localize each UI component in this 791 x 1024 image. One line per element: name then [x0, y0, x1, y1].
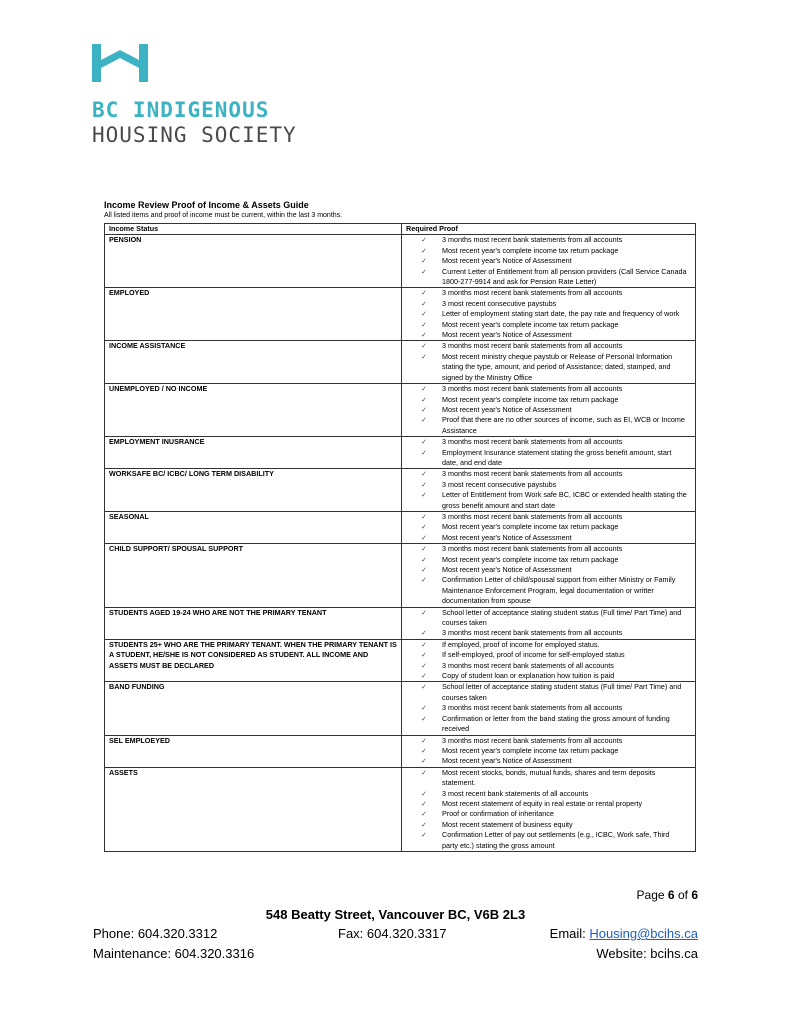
checkmark-icon: ✓: [420, 235, 428, 245]
proof-item: [406, 608, 691, 629]
income-status-cell: STUDENTS 25+ WHO ARE THE PRIMARY TENANT. WHEN THE PRIMARY TENANT IS A STUDENT, HE/SHE IS NOT CONSIDERED AS STUDENT. ALL INCOME AND ASSETS MUST BE DECLARED: [105, 639, 402, 682]
table-row: [105, 235, 696, 288]
footer-email: [550, 926, 698, 941]
page-current: 6: [667, 888, 675, 902]
proof-text: Copy of student loan or explanation how tuition is paid: [442, 671, 615, 681]
required-proof-cell: [402, 767, 696, 851]
proof-text: Most recent year's Notice of Assessment: [442, 532, 572, 542]
required-proof-cell: [402, 235, 696, 288]
proof-text: Most recent year's Notice of Assessment: [442, 256, 572, 266]
checkmark-icon: ✓: [420, 565, 428, 574]
guide-subtitle: All listed items and proof of income must be current, within the last 3 months.: [104, 212, 343, 219]
email-link[interactable]: Housing@bcihs.ca: [589, 926, 698, 941]
required-proof-cell: [402, 735, 696, 767]
proof-item: [406, 330, 691, 340]
proof-text: School letter of acceptance stating student status (Full time/ Part Time) and courses taken: [442, 607, 682, 628]
table-row: [105, 384, 696, 437]
proof-text: 3 months most recent bank statements from all accounts: [442, 511, 623, 521]
proof-text: 3 most recent bank statements of all accounts: [442, 788, 589, 798]
table-row: [105, 682, 696, 735]
proof-item: [406, 768, 691, 789]
checkmark-icon: ✓: [420, 479, 428, 489]
checkmark-icon: ✓: [420, 394, 428, 404]
proof-item: [406, 671, 691, 681]
proof-text: If self-employed, proof of income for self-employed status: [442, 650, 625, 660]
proof-text: Most recent year's Notice of Assessment: [442, 565, 572, 574]
checkmark-icon: ✓: [420, 745, 428, 755]
proof-text: 3 months most recent bank statements from all accounts: [442, 735, 623, 745]
proof-item: [406, 490, 691, 511]
checkmark-icon: ✓: [420, 554, 428, 564]
proof-text: Most recent ministry cheque paystub or Release of Personal Information stating the type, amount, and period of Assistance; dated, stamped, and signed by the Ministry Office: [442, 351, 673, 382]
proof-text: Most recent year's complete income tax return package: [442, 745, 619, 755]
footer-maintenance: Maintenance: 604.320.3316: [93, 946, 255, 961]
income-status-cell: BAND FUNDING: [105, 682, 402, 735]
checkmark-icon: ✓: [420, 756, 428, 766]
required-proof-cell: [402, 437, 696, 469]
proof-item: [406, 789, 691, 799]
proof-text: Most recent year's complete income tax return package: [442, 522, 619, 532]
proof-text: Proof or confirmation of inheritance: [442, 809, 554, 819]
email-label: Email:: [549, 926, 586, 941]
proof-text: Employment Insurance statement stating the gross benefit amount, start date, and end date: [442, 447, 672, 467]
proof-item: [406, 544, 691, 554]
checkmark-icon: ✓: [420, 544, 428, 554]
proof-text: Most recent statement of equity in real estate or rental property: [442, 798, 643, 808]
checkmark-icon: ✓: [420, 437, 428, 447]
proof-text: Confirmation or letter from the band stating the gross amount of funding received: [442, 713, 670, 734]
proof-item: [406, 533, 691, 543]
org-name-line1: BC INDIGENOUS: [92, 98, 270, 122]
proof-item: [406, 256, 691, 266]
income-status-cell: INCOME ASSISTANCE: [105, 341, 402, 384]
checkmark-icon: ✓: [420, 330, 428, 340]
required-proof-cell: [402, 639, 696, 682]
proof-item: [406, 682, 691, 703]
checkmark-icon: ✓: [420, 266, 428, 276]
required-proof-cell: [402, 607, 696, 639]
checkmark-icon: ✓: [420, 809, 428, 819]
proof-item: [406, 415, 691, 436]
proof-text: Most recent year's complete income tax return package: [442, 245, 619, 255]
income-status-cell: ASSETS: [105, 767, 402, 851]
required-proof-cell: [402, 544, 696, 607]
checkmark-icon: ✓: [420, 639, 428, 649]
table-row: [105, 341, 696, 384]
required-proof-cell: [402, 682, 696, 735]
proof-table: [104, 223, 696, 852]
required-proof-cell: [402, 384, 696, 437]
checkmark-icon: ✓: [420, 309, 428, 319]
proof-item: [406, 820, 691, 830]
proof-text: Letter of Entitlement from Work safe BC, ICBC or extended health stating the gross benefit amount and start date: [442, 490, 687, 510]
checkmark-icon: ✓: [420, 713, 428, 723]
checkmark-icon: ✓: [420, 830, 428, 840]
checkmark-icon: ✓: [420, 351, 428, 361]
proof-text: 3 months most recent bank statements from all accounts: [442, 437, 623, 447]
proof-item: [406, 246, 691, 256]
checkmark-icon: ✓: [420, 607, 428, 617]
checkmark-icon: ✓: [420, 288, 428, 298]
proof-text: Most recent year's Notice of Assessment: [442, 330, 572, 340]
table-row: [105, 544, 696, 607]
proof-item: [406, 522, 691, 532]
checkmark-icon: ✓: [420, 819, 428, 829]
proof-text: 3 months most recent bank statements from all accounts: [442, 703, 623, 713]
proof-item: [406, 736, 691, 746]
footer-fax: Fax: 604.320.3317: [338, 926, 447, 941]
proof-item: [406, 309, 691, 319]
checkmark-icon: ✓: [420, 650, 428, 660]
page-label: Page: [636, 888, 665, 902]
proof-text: Most recent year's complete income tax return package: [442, 554, 619, 564]
proof-text: Current Letter of Entitlement from all pension providers (Call Service Canada 1800-277-9914 and ask for Pension Rate Letter): [442, 266, 687, 287]
proof-text: Most recent year's complete income tax return package: [442, 394, 619, 404]
proof-text: Proof that there are no other sources of income, such as EI, WCB or Income Assistance: [442, 415, 685, 435]
proof-item: [406, 288, 691, 298]
proof-text: 3 months most recent bank statements from all accounts: [442, 628, 623, 638]
checkmark-icon: ✓: [420, 511, 428, 521]
checkmark-icon: ✓: [420, 735, 428, 745]
proof-text: 3 months most recent bank statements from all accounts: [442, 341, 623, 351]
column-header-status: Income Status: [105, 224, 402, 235]
checkmark-icon: ✓: [420, 384, 428, 394]
proof-item: [406, 267, 691, 288]
org-name-line2: HOUSING SOCIETY: [92, 123, 297, 147]
logo-icon: [92, 44, 148, 82]
proof-text: 3 months most recent bank statements from all accounts: [442, 288, 623, 298]
proof-item: [406, 565, 691, 575]
proof-item: [406, 809, 691, 819]
proof-text: 3 months most recent bank statements of all accounts: [442, 660, 614, 670]
proof-text: 3 months most recent bank statements from all accounts: [442, 544, 623, 554]
proof-text: 3 months most recent bank statements from all accounts: [442, 384, 623, 394]
checkmark-icon: ✓: [420, 575, 428, 585]
proof-item: [406, 799, 691, 809]
income-status-cell: WORKSAFE BC/ ICBC/ LONG TERM DISABILITY: [105, 469, 402, 512]
proof-item: [406, 703, 691, 713]
proof-item: [406, 299, 691, 309]
required-proof-cell: [402, 288, 696, 341]
table-row: [105, 469, 696, 512]
proof-item: [406, 235, 691, 245]
proof-item: [406, 480, 691, 490]
checkmark-icon: ✓: [420, 404, 428, 414]
table-row: [105, 511, 696, 543]
income-status-cell: SEASONAL: [105, 511, 402, 543]
checkmark-icon: ✓: [420, 298, 428, 308]
proof-item: [406, 830, 691, 851]
proof-item: [406, 628, 691, 638]
checkmark-icon: ✓: [420, 522, 428, 532]
proof-item: [406, 448, 691, 469]
table-row: [105, 288, 696, 341]
checkmark-icon: ✓: [420, 660, 428, 670]
guide-title: Income Review Proof of Income & Assets Guide: [104, 200, 309, 210]
checkmark-icon: ✓: [420, 682, 428, 692]
income-status-cell: PENSION: [105, 235, 402, 288]
proof-item: [406, 384, 691, 394]
proof-item: [406, 320, 691, 330]
checkmark-icon: ✓: [420, 319, 428, 329]
checkmark-icon: ✓: [420, 245, 428, 255]
required-proof-cell: [402, 511, 696, 543]
income-status-cell: STUDENTS AGED 19-24 WHO ARE NOT THE PRIMARY TENANT: [105, 607, 402, 639]
table-row: [105, 437, 696, 469]
proof-text: School letter of acceptance stating student status (Full time/ Part Time) and courses taken: [442, 682, 682, 702]
checkmark-icon: ✓: [420, 490, 428, 500]
proof-item: [406, 512, 691, 522]
income-status-cell: EMPLOYED: [105, 288, 402, 341]
proof-item: [406, 405, 691, 415]
checkmark-icon: ✓: [420, 415, 428, 425]
proof-text: 3 months most recent bank statements from all accounts: [442, 235, 623, 245]
checkmark-icon: ✓: [420, 628, 428, 638]
proof-item: [406, 746, 691, 756]
checkmark-icon: ✓: [420, 532, 428, 542]
proof-text: Most recent year's complete income tax return package: [442, 319, 619, 329]
proof-item: [406, 437, 691, 447]
table-header-row: [105, 224, 696, 235]
proof-item: [406, 714, 691, 735]
footer-website: Website: bcihs.ca: [596, 946, 698, 961]
income-status-cell: SEL EMPLOEYED: [105, 735, 402, 767]
checkmark-icon: ✓: [420, 447, 428, 457]
proof-item: [406, 352, 691, 383]
checkmark-icon: ✓: [420, 671, 428, 681]
proof-text: 3 most recent consecutive paystubs: [442, 298, 557, 308]
proof-text: 3 months most recent bank statements from all accounts: [442, 469, 623, 479]
income-status-cell: CHILD SUPPORT/ SPOUSAL SUPPORT: [105, 544, 402, 607]
proof-text: 3 most recent consecutive paystubs: [442, 479, 557, 489]
checkmark-icon: ✓: [420, 788, 428, 798]
page-of: of: [677, 888, 688, 902]
proof-item: [406, 650, 691, 660]
column-header-proof: Required Proof: [402, 224, 696, 235]
proof-text: Letter of employment stating start date, the pay rate and frequency of work: [442, 309, 680, 319]
required-proof-cell: [402, 341, 696, 384]
required-proof-cell: [402, 469, 696, 512]
proof-text: Most recent year's Notice of Assessment: [442, 756, 572, 766]
checkmark-icon: ✓: [420, 256, 428, 266]
table-row: [105, 607, 696, 639]
page-total: 6: [691, 888, 698, 902]
proof-text: Most recent stocks, bonds, mutual funds, shares and term deposits statement.: [442, 767, 656, 788]
income-status-cell: UNEMPLOYED / NO INCOME: [105, 384, 402, 437]
proof-item: [406, 756, 691, 766]
footer-phone: Phone: 604.320.3312: [93, 926, 218, 941]
proof-item: [406, 640, 691, 650]
proof-text: Confirmation Letter of pay out settlements (e.g., ICBC, Work safe, Third party etc.) stating the gross amount: [442, 830, 670, 850]
proof-text: Most recent statement of business equity: [442, 819, 573, 829]
page-number: [637, 888, 698, 902]
proof-text: Confirmation Letter of child/spousal support from either Ministry or Family Maintenance Enforcement Program, legal documentation or writter documentation from spouse: [442, 575, 676, 606]
table-row: [105, 639, 696, 682]
checkmark-icon: ✓: [420, 798, 428, 808]
table-row: [105, 735, 696, 767]
table-row: [105, 767, 696, 851]
proof-item: [406, 575, 691, 606]
checkmark-icon: ✓: [420, 341, 428, 351]
footer-address: 548 Beatty Street, Vancouver BC, V6B 2L3: [265, 907, 526, 922]
proof-item: [406, 555, 691, 565]
proof-item: [406, 341, 691, 351]
proof-item: [406, 395, 691, 405]
income-status-cell: EMPLOYMENT INUSRANCE: [105, 437, 402, 469]
checkmark-icon: ✓: [420, 767, 428, 777]
checkmark-icon: ✓: [420, 469, 428, 479]
proof-text: If employed, proof of income for employed status.: [442, 639, 600, 649]
checkmark-icon: ✓: [420, 703, 428, 713]
proof-item: [406, 469, 691, 479]
proof-text: Most recent year's Notice of Assessment: [442, 404, 572, 414]
proof-item: [406, 661, 691, 671]
